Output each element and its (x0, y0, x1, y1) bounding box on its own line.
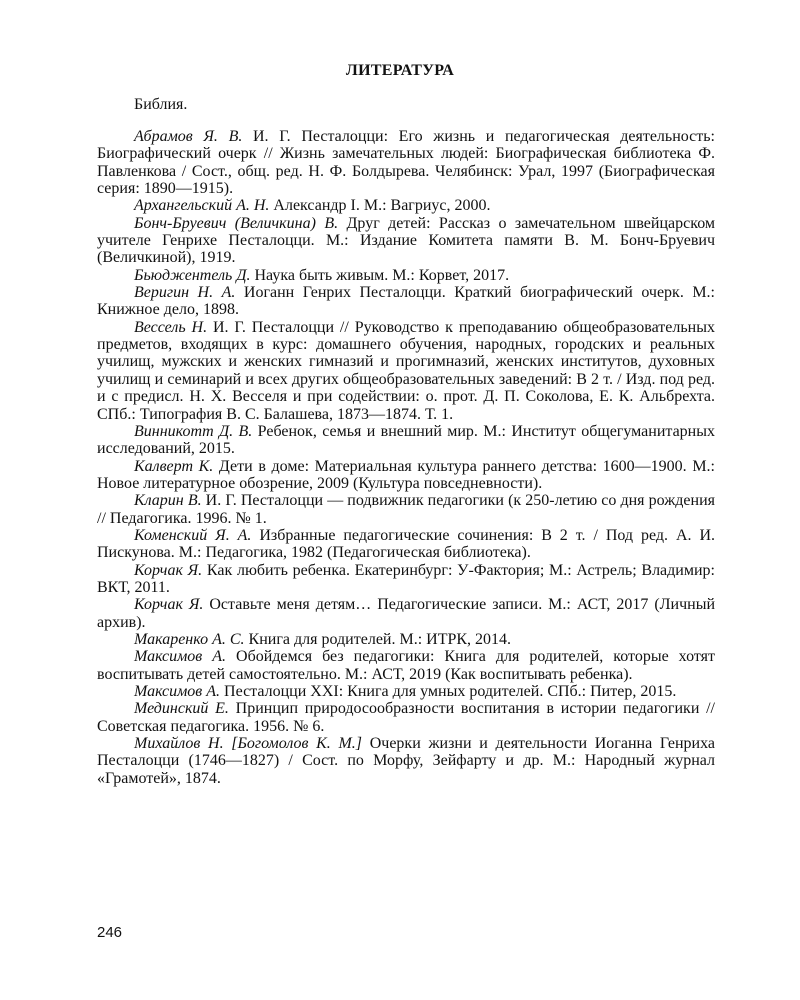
page-number: 246 (97, 924, 123, 941)
entry-author: Максимов А. (134, 648, 227, 666)
entry-author: Вессель Н. (134, 318, 208, 336)
entry-text: Избранные педагогические сочинения: В 2 т. / Под ред. А. И. Пискунова. М.: Педагогика, 1982 (Педагогическая библиотека). (97, 526, 716, 562)
entry-text: И. Г. Песталоцци: Его жизнь и педагогическая деятельность: Биографический очерк // Жизнь замечательных людей: Биографическая библиотека Ф. Павленкова / Сост., общ. ред. Н. Ф. Болдырева. Челябинск: Урал, 1997 (Биографическая серия: 1890—1915). (97, 128, 715, 198)
bibliography-entry (97, 492, 715, 527)
entry-text: И. Г. Песталоцци // Руководство к преподаванию общеобразовательных предметов, входящих в курс: домашнего обучения, народных, городских и реальных училищ, мужских и женских гимназий и прогимназий, женских институтов, духовных училищ и семинарий и всех других общеобразовательных заведений: В 2 т. / Изд. под ред. и с предисл. Н. Х. Весселя и при содействии: о. прот. Д. П. Соколова, Е. К. Альбрехта. СПб.: Типография В. С. Балашева, 1873—1874. Т. 1. (97, 318, 715, 423)
entry-author: Мединский Е. (134, 700, 229, 718)
entry-text: Ребенок, семья и внешний мир. М.: Институт общегуманитарных исследований, 2015. (97, 422, 715, 458)
entry-text: И. Г. Песталоцци — подвижник педагогики (к 250-летию со дня рождения // Педагогика. 1996. № 1. (97, 492, 715, 527)
entry-text: Песталоцци XXI: Книга для умных родителей. СПб.: Питер, 2015. (220, 683, 677, 700)
entry-author: Кларин В. (134, 492, 202, 510)
entry-author: Винникотт Д. В. (134, 422, 253, 440)
bibliography-entry (97, 215, 715, 267)
entry-author: Михайлов Н. [Богомолов К. М.] (134, 735, 363, 753)
bibliography-entry (97, 284, 715, 319)
entry-text: Наука быть живым. М.: Корвет, 2017. (250, 266, 510, 284)
entry-text: Иоганн Генрих Песталоцци. Краткий биографический очерк. М.: Книжное дело, 1898. (97, 284, 715, 319)
bibliography-entry (97, 267, 715, 284)
bibliography-entry (97, 648, 715, 683)
bibliography-entry (97, 527, 715, 562)
entry-author: Максимов А. (134, 683, 221, 700)
entry-text: Принцип природосообразности воспитания в истории педагогики // Советская педагогика. 1956. № 6. (97, 700, 715, 735)
entry-author: Бонч-Бруевич (Величкина) В. (134, 214, 339, 232)
bibliography-entry (97, 423, 715, 458)
bibliography-entry (97, 735, 715, 787)
entry-author: Веригин Н. А. (134, 284, 236, 302)
entry-author: Абрамов Я. В. (134, 128, 243, 145)
entry-text: Книга для родителей. М.: ИТРК, 2014. (244, 630, 512, 648)
bibliography-entry (97, 631, 715, 648)
entry-author: Макаренко А. С. (134, 630, 245, 648)
entry-author: Архангельский А. Н. (134, 197, 270, 215)
bibliography-entry (97, 128, 715, 197)
entry-text: Очерки жизни и деятельности Иоганна Генриха Песталоцци (1746—1827) / Сост. по Морфу, Зейфарту и др. М.: Народный журнал «Грамотей», 1874. (97, 735, 716, 787)
bibliography-entry (97, 319, 715, 423)
entry-text: Как любить ребенка. Екатеринбург: У-Фактория; М.: Астрель; Владимир: ВКТ, 2011. (97, 561, 715, 596)
entry-author: Калверт К. (134, 457, 214, 475)
bibliography-entry (97, 700, 715, 735)
bibliography-list (97, 128, 715, 787)
entry-text: Дети в доме: Материальная культура раннего детства: 1600—1900. М.: Новое литературное обозрение, 2009 (Культура повседневности). (97, 457, 715, 492)
entry-text: Александр I. М.: Вагриус, 2000. (269, 197, 491, 215)
entry-author: Бьюджентель Д. (134, 266, 251, 284)
bibliography-entry (97, 197, 715, 214)
entry-author: Корчак Я. (134, 596, 204, 614)
entry-author: Коменский Я. А. (134, 526, 252, 544)
page-title: ЛИТЕРАТУРА (345, 62, 455, 79)
entry-text: Обойдемся без педагогики: Книга для родителей, которые хотят воспитывать детей самостоятельно. М.: АСТ, 2019 (Как воспитывать ребенка). (97, 648, 715, 683)
bibliography-entry (97, 596, 715, 631)
entry-author: Корчак Я. (134, 561, 203, 579)
bibliography-entry (97, 683, 715, 700)
entry-text: Оставьте меня детям… Педагогические записи. М.: АСТ, 2017 (Личный архив). (97, 596, 716, 631)
bibliography-entry (97, 458, 715, 493)
intro-entry: Библия. (134, 96, 188, 113)
bibliography-entry (97, 562, 715, 597)
entry-text: Друг детей: Рассказ о замечательном швейцарском учителе Генрихе Песталоцци. М.: Издание Комитета памяти В. М. Бонч-Бруевич (Величкиной), 1919. (97, 214, 716, 267)
